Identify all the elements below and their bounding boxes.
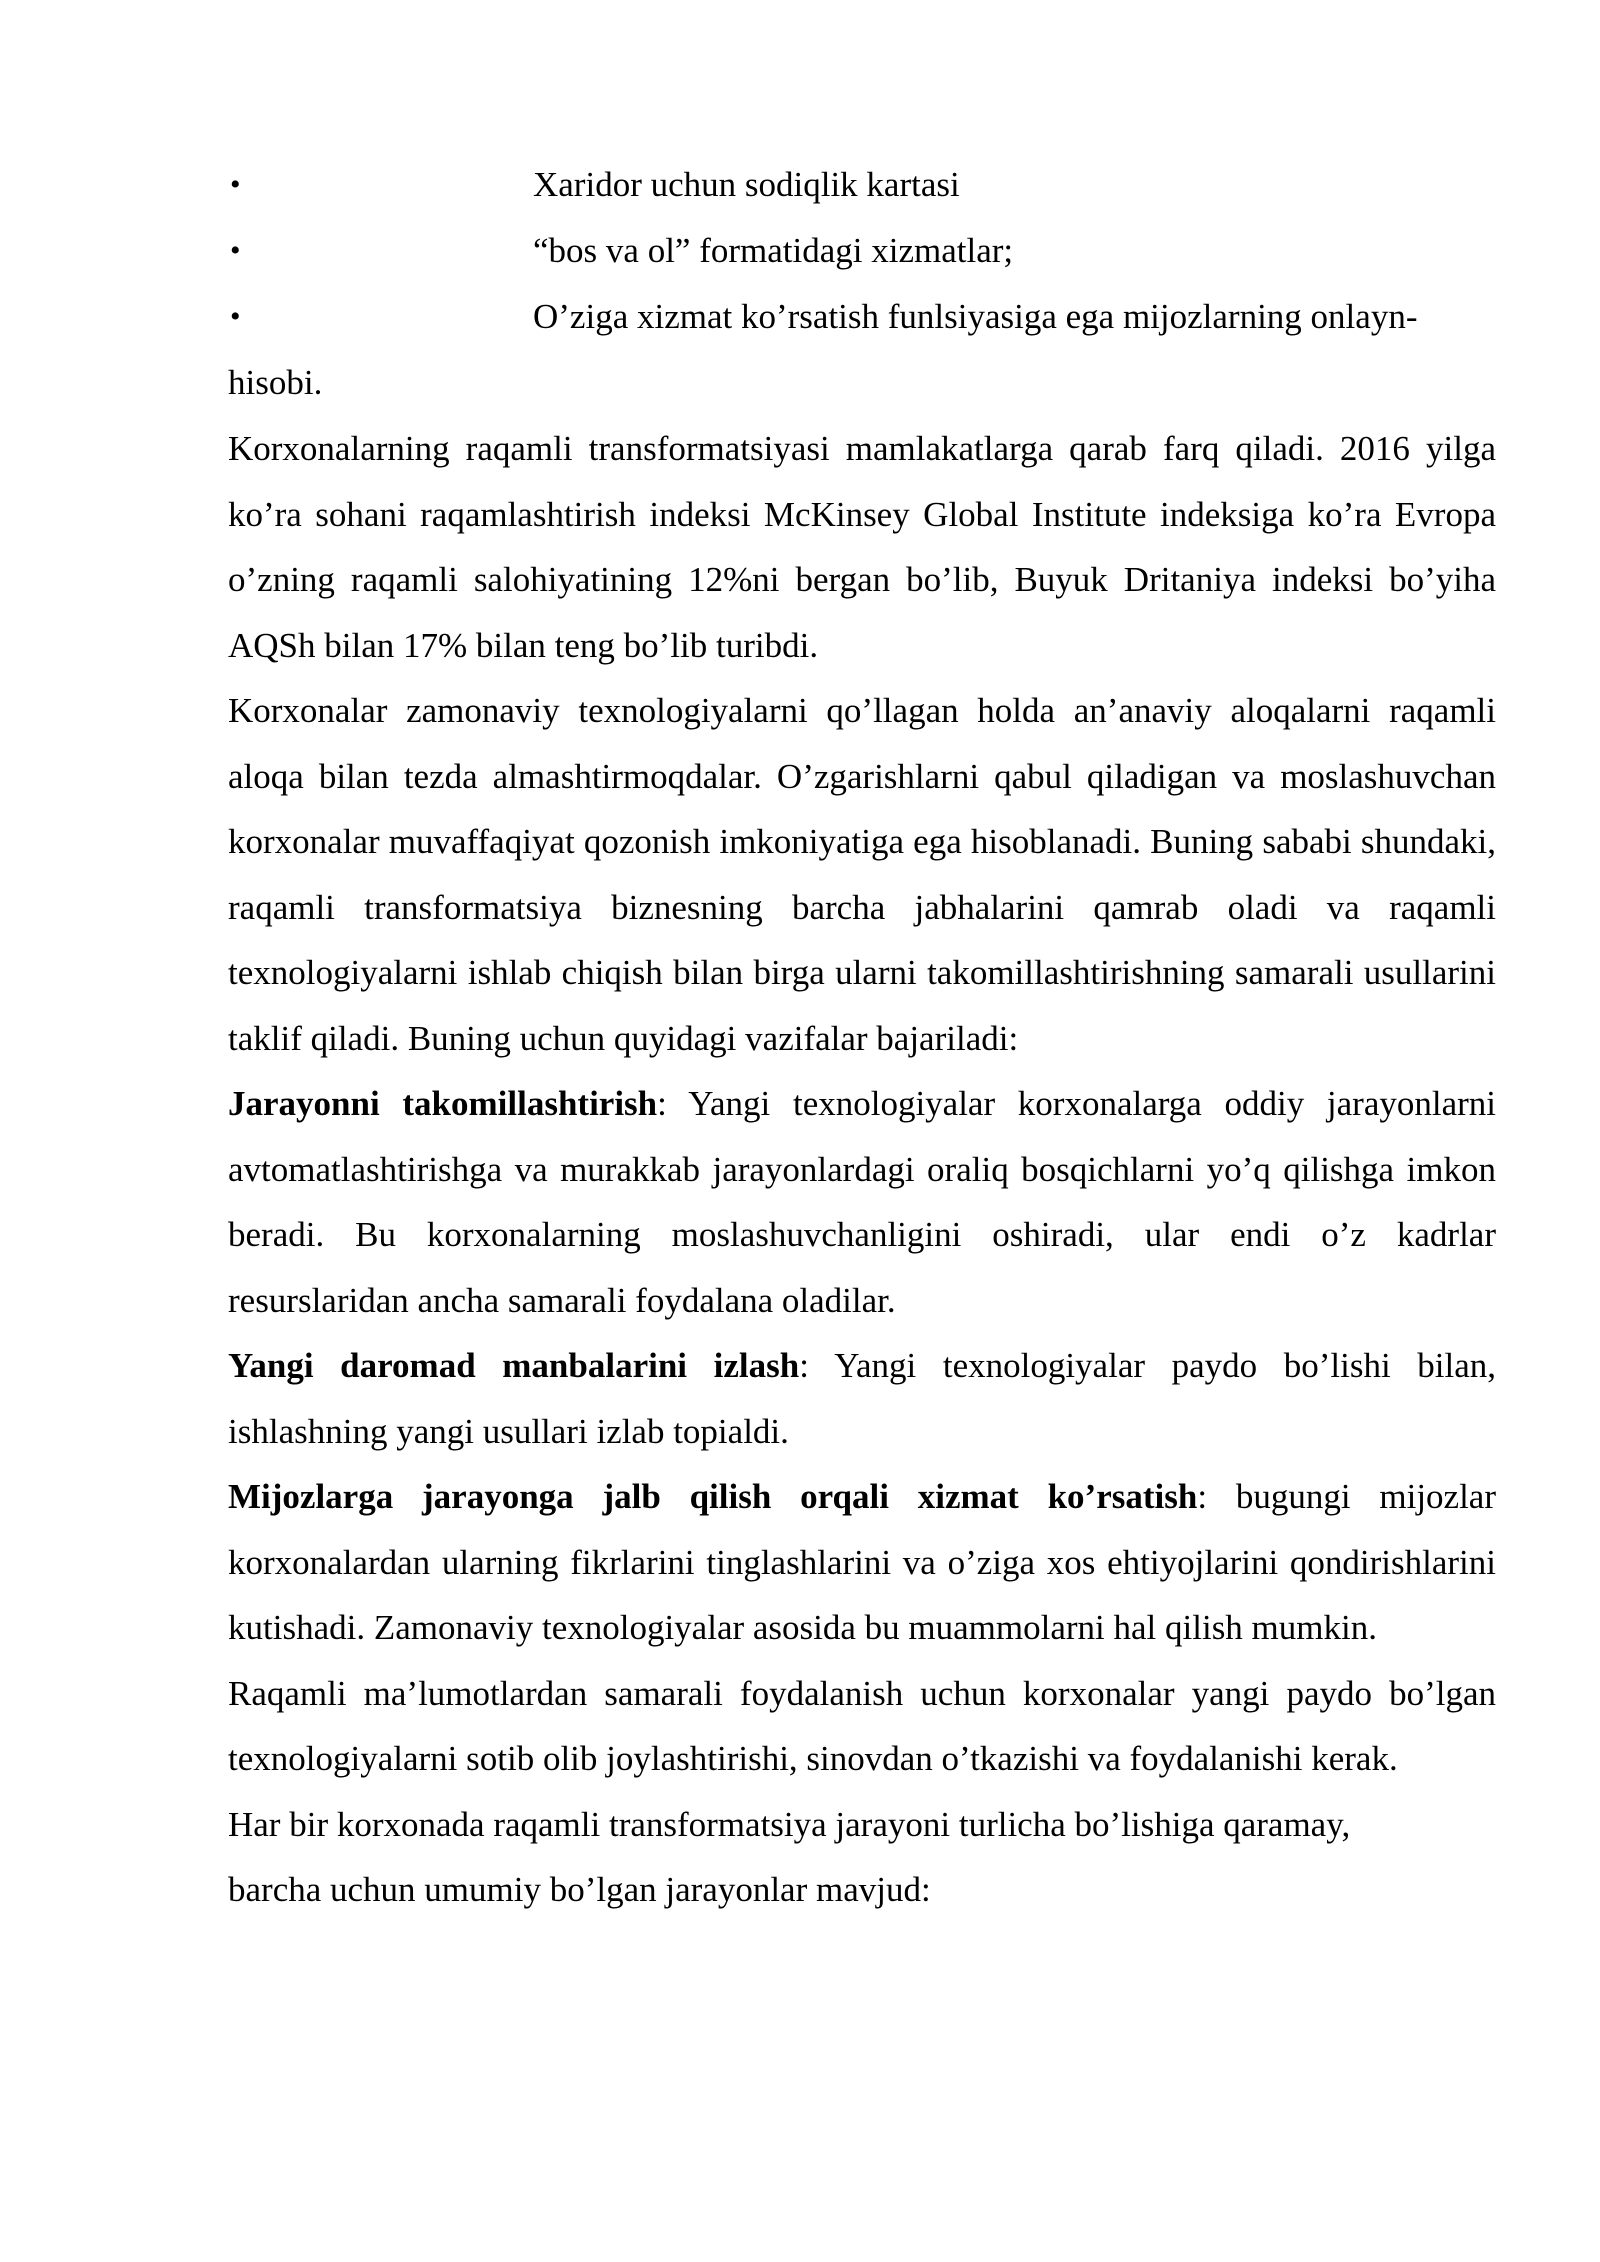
bullet-icon: • bbox=[230, 234, 241, 267]
body-text bbox=[228, 416, 1496, 1923]
paragraph-text: : Yangi texnologiyalar paydo bo’lishi bilan, ishlashning yangi usullari izlab topialdi. bbox=[228, 1346, 1497, 1451]
paragraph-heading: Jarayonni takomillashtirish bbox=[228, 1084, 658, 1123]
bullet-list bbox=[228, 152, 1498, 416]
paragraph bbox=[228, 1792, 1496, 1923]
paragraph-text: : Yangi texnologiyalar korxonalarga oddiy jarayonlarni avtomatlashtirishga va murakkab jarayonlardagi oraliq bosqichlarni yo’q qilishga imkon beradi. Bu korxonalarning moslashuvchanligini oshiradi, ular endi o’z kadrlar resurslaridan ancha samarali foydalana oladilar. bbox=[228, 1084, 1496, 1320]
paragraph-heading: Mijozlarga jarayonga jalb qilish orqali xizmat ko’rsatish bbox=[228, 1477, 1198, 1516]
paragraph bbox=[228, 678, 1496, 1071]
paragraph-line: Har bir korxonada raqamli transformatsiya jarayoni turlicha bo’lishiga qaramay, bbox=[228, 1804, 1351, 1844]
bullet-icon: • bbox=[230, 300, 241, 333]
bullet-continuation: hisobi. bbox=[228, 363, 323, 402]
paragraph bbox=[228, 1333, 1496, 1464]
bullet-text: “bos va ol” formatidagi xizmatlar; bbox=[533, 231, 1014, 270]
bullet-text: O’ziga xizmat ko’rsatish funlsiyasiga ega mijozlarning onlayn- bbox=[533, 297, 1418, 336]
bullet-icon: • bbox=[230, 168, 241, 201]
paragraph-text: Raqamli ma’lumotlardan samarali foydalanish uchun korxonalar yangi paydo bo’lgan texnologiyalarni sotib olib joylashtirishi, sinovdan o’tkazishi va foydalanishi kerak. bbox=[228, 1673, 1496, 1778]
bullet-item bbox=[228, 284, 1498, 416]
paragraph bbox=[228, 1661, 1496, 1792]
paragraph-heading: Yangi daromad manbalarini izlash bbox=[228, 1346, 800, 1385]
bullet-item bbox=[228, 152, 1498, 218]
paragraph-text: Korxonalarning raqamli transformatsiyasi mamlakatlarga qarab farq qiladi. 2016 yilga ko’ra sohani raqamlashtirish indeksi McKinsey Global Institute indeksiga ko’ra Evropa o’zning raqamli salohiyatining 12%ni bergan bo’lib, Buyuk Dritaniya indeksi bo’yiha AQSh bilan 17% bilan teng bo’lib turibdi. bbox=[228, 429, 1496, 665]
paragraph-text: Korxonalar zamonaviy texnologiyalarni qo’llagan holda an’anaviy aloqalarni raqamli aloqa bilan tezda almashtirmoqdalar. O’zgarishlarni qabul qiladigan va moslashuvchan korxonalar muvaffaqiyat qozonish imkoniyatiga ega hisoblanadi. Buning sababi shundaki, raqamli transformatsiya biznesning barcha jabhalarini qamrab oladi va raqamli texnologiyalarni ishlab chiqish bilan birga ularni takomillashtirishning samarali usullarini taklif qiladi. Buning uchun quyidagi vazifalar bajariladi: bbox=[228, 691, 1496, 1058]
paragraph bbox=[228, 1464, 1496, 1661]
bullet-text: Xaridor uchun sodiqlik kartasi bbox=[533, 165, 960, 204]
paragraph-line: barcha uchun umumiy bo’lgan jarayonlar mavjud: bbox=[228, 1870, 931, 1909]
bullet-item bbox=[228, 218, 1498, 284]
paragraph bbox=[228, 1071, 1496, 1333]
paragraph bbox=[228, 416, 1496, 678]
paragraph-text: : bugungi mijozlar korxonalardan ularning fikrlarini tinglashlarini va o’ziga xos ehtiyojlarini qondirishlarini kutishadi. Zamonaviy texnologiyalar asosida bu muammolarni hal qilish mumkin. bbox=[228, 1477, 1496, 1647]
